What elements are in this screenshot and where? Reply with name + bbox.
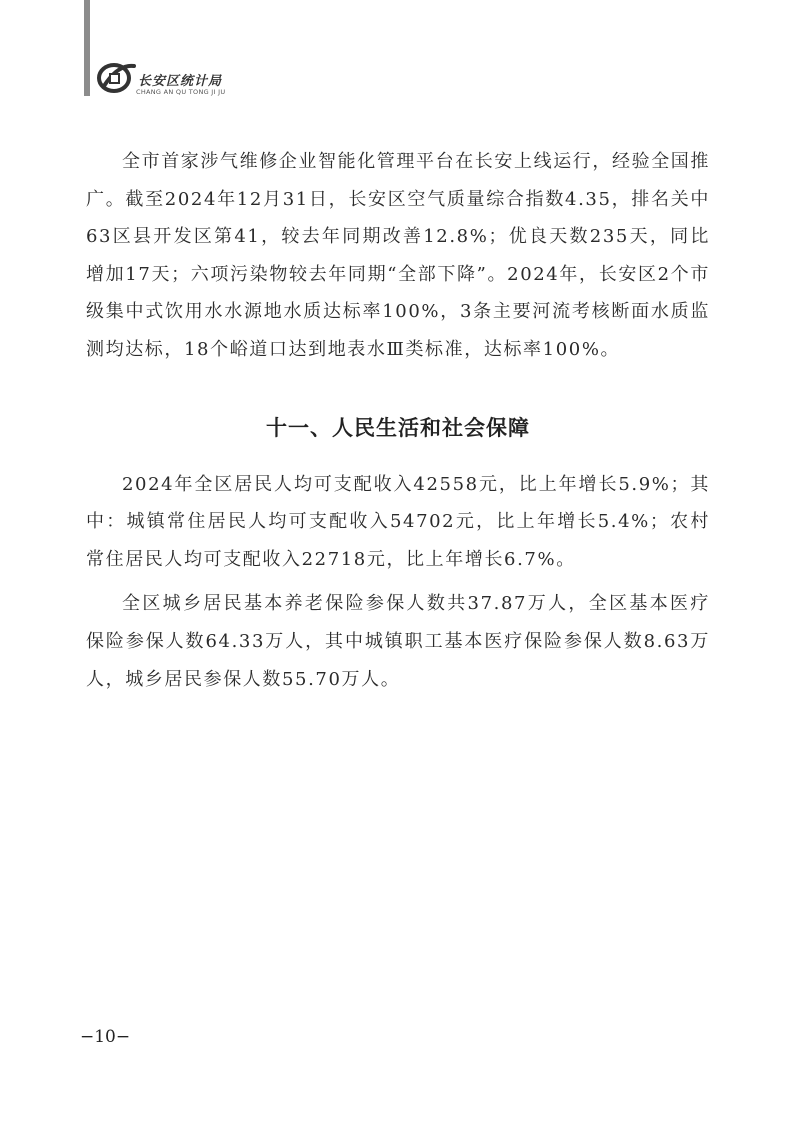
bureau-logo: [96, 60, 256, 100]
page-content: [86, 143, 710, 698]
paragraph-insurance: 全区城乡居民基本养老保险参保人数共37.87万人，全区基本医疗保险参保人数64.33万人，其中城镇职工基本医疗保险参保人数8.63万人，城乡居民参保人数55.70万人。: [86, 593, 710, 690]
paragraph-income: 2024年全区居民人均可支配收入42558元，比上年增长5.9%；其中：城镇常住居民人均可支配收入54702元，比上年增长5.4%；农村常住居民人均可支配收入22718元，比上年增长6.7%。: [86, 473, 710, 570]
header-side-bar: [84, 0, 90, 96]
logo-english-name: CHANG AN QU TONG JI JU: [136, 88, 226, 96]
bureau-emblem-icon: [96, 60, 136, 96]
section-title: 十一、人民生活和社会保障: [266, 415, 530, 440]
page-number: −10−: [80, 1027, 131, 1047]
logo-chinese-name: 长安区统计局: [138, 74, 223, 89]
paragraph-environment: 全市首家涉气维修企业智能化管理平台在长安上线运行，经验全国推广。截至2024年12月31日，长安区空气质量综合指数4.35，排名关中63区县开发区第41，较去年同期改善12.8%；优良天数235天，同比增加17天；六项污染物较去年同期“全部下降”。2024年，长安区2个市级集中式饮用水水源地水质达标率100%，3条主要河流考核断面水质监测均达标，18个峪道口达到地表水Ⅲ类标准，达标率100%。: [86, 151, 710, 360]
